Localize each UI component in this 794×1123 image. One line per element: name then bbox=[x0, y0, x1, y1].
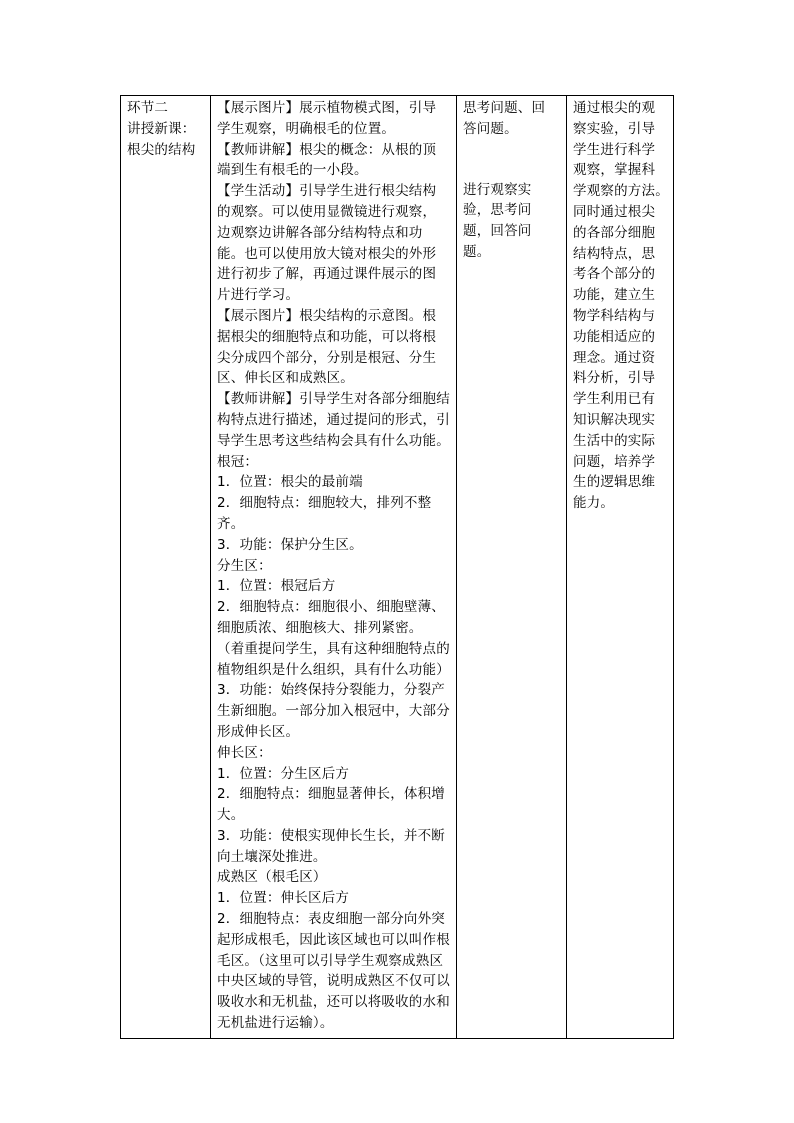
teacher-activity-line: 3．功能：始终保持分裂能力，分裂产 bbox=[217, 682, 445, 699]
teacher-activity-line: 大。 bbox=[217, 807, 245, 824]
student-activity-line: 答问题。 bbox=[463, 120, 518, 137]
teacher-activity-line: 进行初步了解，再通过课件展示的图 bbox=[217, 266, 437, 283]
teacher-activity-line: 【学生活动】引导学生进行根尖结构 bbox=[217, 183, 437, 200]
student-activity-line: 思考问题、回 bbox=[463, 100, 546, 116]
design-intent-line: 察实验，引导 bbox=[573, 120, 656, 137]
teacher-activity-line: 导学生思考这些结构会具有什么功能。 bbox=[217, 432, 450, 449]
stage-line: 环节二 bbox=[127, 100, 169, 116]
teacher-activity-line: 能。也可以使用放大镜对根尖的外形 bbox=[217, 245, 437, 262]
teacher-activity-line: 【教师讲解】根尖的概念：从根的顶 bbox=[217, 141, 437, 158]
stage-line: 讲授新课： bbox=[127, 120, 196, 137]
teacher-activity-line: 2．细胞特点：细胞很小、细胞壁薄、 bbox=[217, 599, 445, 616]
teacher-activity-line: 3．功能：保护分生区。 bbox=[217, 536, 363, 553]
lesson-plan-table bbox=[120, 95, 674, 1039]
design-intent-line: 通过根尖的观 bbox=[573, 100, 656, 116]
design-intent-line: 考各个部分的 bbox=[573, 266, 656, 283]
teacher-activity-line: 1．位置：根冠后方 bbox=[217, 578, 336, 595]
design-intent-line: 结构特点，思 bbox=[573, 245, 656, 262]
teacher-activity-line: 2．细胞特点：表皮细胞一部分向外突 bbox=[217, 911, 445, 928]
teacher-activity-line: 分生区： bbox=[217, 557, 272, 574]
teacher-activity-line: 根冠： bbox=[217, 453, 259, 470]
teacher-activity-line: 【展示图片】根尖结构的示意图。根 bbox=[217, 307, 437, 324]
teacher-activity-line: 1．位置：根尖的最前端 bbox=[217, 474, 363, 491]
design-intent-line: 物学科结构与 bbox=[573, 307, 656, 324]
student-activity-cell bbox=[457, 96, 567, 1039]
design-intent-line: 同时通过根尖 bbox=[573, 203, 656, 220]
teacher-activity-line: 植物组织是什么组织，具有什么功能） bbox=[217, 661, 450, 678]
teacher-activity-line: （着重提问学生，具有这种细胞特点的 bbox=[217, 640, 450, 657]
student-activity-line: 题，回答问 bbox=[463, 223, 532, 240]
teacher-activity-line: 伸长区： bbox=[217, 744, 272, 761]
teacher-activity-line: 吸收水和无机盐，还可以将吸收的水和 bbox=[217, 994, 450, 1011]
teacher-activity-line: 成熟区（根毛区） bbox=[217, 869, 327, 886]
design-intent-line: 学观察的方法。 bbox=[573, 183, 669, 200]
design-intent-line: 观察，掌握科 bbox=[573, 162, 656, 179]
teacher-activity-line: 区、伸长区和成熟区。 bbox=[217, 370, 354, 387]
design-intent-line: 学生进行科学 bbox=[573, 141, 656, 158]
teacher-activity-line: 边观察边讲解各部分结构特点和功 bbox=[217, 224, 423, 241]
teacher-activity-line: 1．位置：分生区后方 bbox=[217, 765, 350, 782]
teacher-activity-line: 学生观察，明确根毛的位置。 bbox=[217, 120, 396, 137]
teacher-activity-line: 尖分成四个部分，分别是根冠、分生 bbox=[217, 349, 437, 366]
design-intent-line: 的各部分细胞 bbox=[573, 224, 656, 241]
design-intent-line: 生的逻辑思维 bbox=[573, 474, 656, 491]
teacher-activity-line: 构特点进行描述，通过提问的形式，引 bbox=[217, 411, 450, 428]
design-intent-line: 生活中的实际 bbox=[573, 432, 656, 449]
teacher-activity-line: 中央区域的导管，说明成熟区不仅可以 bbox=[217, 973, 450, 990]
teacher-activity-line: 生新细胞。一部分加入根冠中，大部分 bbox=[217, 703, 450, 720]
teacher-activity-line: 细胞质浓、细胞核大、排列紧密。 bbox=[217, 619, 423, 636]
design-intent-cell bbox=[567, 96, 674, 1039]
teacher-activity-line: 无机盐进行运输）。 bbox=[217, 1015, 334, 1032]
teacher-activity-line: 1．位置：伸长区后方 bbox=[217, 890, 350, 907]
design-intent-line: 料分析，引导 bbox=[573, 370, 656, 387]
teacher-activity-line: 的观察。可以使用显微镜进行观察， bbox=[217, 203, 437, 220]
teacher-activity-cell bbox=[211, 96, 457, 1039]
student-activity-line: 验，思考问 bbox=[463, 202, 532, 219]
design-intent-line: 理念。通过资 bbox=[573, 349, 656, 366]
teacher-activity-line: 形成伸长区。 bbox=[217, 723, 300, 740]
teacher-activity-line: 2．细胞特点：细胞显著伸长，体积增 bbox=[217, 786, 445, 803]
teacher-activity-line: 端到生有根毛的一小段。 bbox=[217, 162, 368, 179]
stage-cell bbox=[121, 96, 211, 1039]
student-activity-line: 题。 bbox=[463, 243, 491, 260]
design-intent-line: 能力。 bbox=[573, 495, 615, 512]
design-intent-line: 知识解决现实 bbox=[573, 411, 656, 428]
student-activity-line: 进行观察实 bbox=[463, 181, 532, 198]
teacher-activity-line: 毛区。（这里可以引导学生观察成熟区 bbox=[217, 952, 444, 969]
teacher-activity-line: 向土壤深处推进。 bbox=[217, 848, 327, 865]
stage-line: 根尖的结构 bbox=[127, 141, 196, 158]
design-intent-line: 功能，建立生 bbox=[573, 287, 656, 304]
teacher-activity-line: 2．细胞特点：细胞较大，排列不整齐。 bbox=[217, 495, 432, 532]
design-intent-line: 学生利用已有 bbox=[573, 391, 656, 408]
design-intent-line: 问题，培养学 bbox=[573, 453, 656, 470]
teacher-activity-line: 起形成根毛，因此该区域也可以叫作根 bbox=[217, 931, 450, 948]
teacher-activity-line: 3．功能：使根实现伸长生长，并不断 bbox=[217, 827, 445, 844]
table-row bbox=[121, 96, 674, 1039]
spacer bbox=[463, 140, 563, 180]
teacher-activity-line: 片进行学习。 bbox=[217, 287, 300, 304]
teacher-activity-line: 【展示图片】展示植物模式图，引导 bbox=[217, 100, 437, 116]
design-intent-line: 功能相适应的 bbox=[573, 328, 656, 345]
teacher-activity-line: 【教师讲解】引导学生对各部分细胞结 bbox=[217, 391, 450, 408]
teacher-activity-line: 据根尖的细胞特点和功能，可以将根 bbox=[217, 328, 437, 345]
